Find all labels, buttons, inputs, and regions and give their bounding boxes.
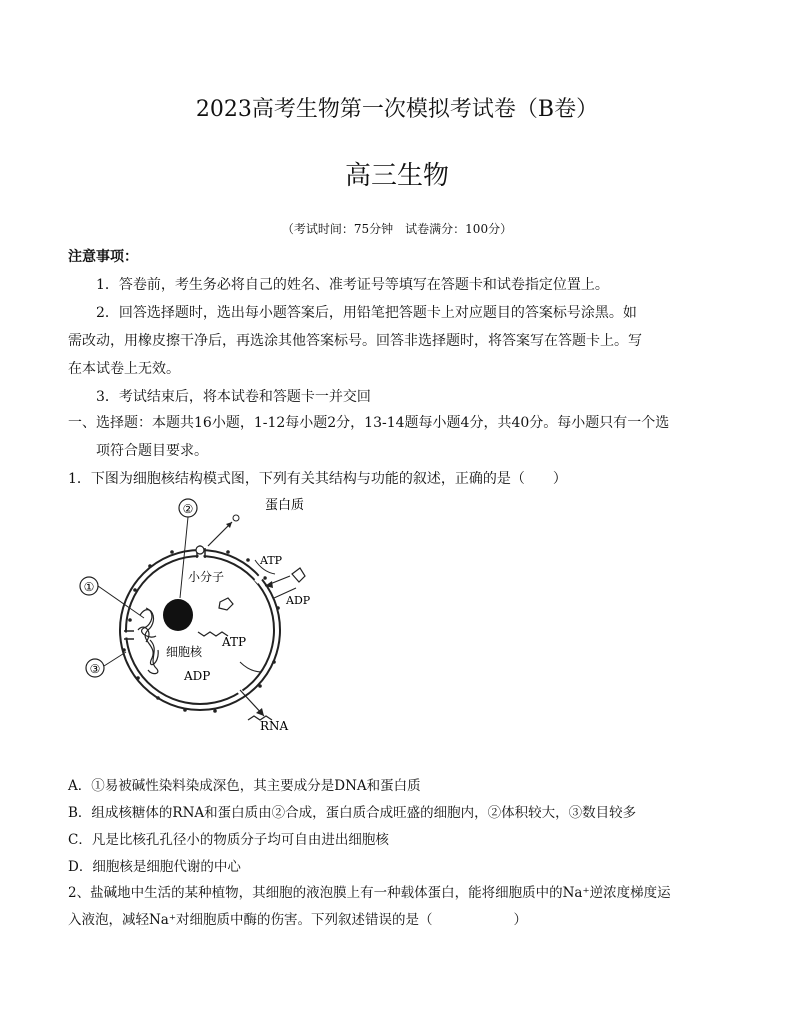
question-1-option-d: D．细胞核是细胞代谢的中心 [68, 859, 241, 875]
label-2: ② [182, 502, 194, 516]
label-protein: 蛋白质 [265, 498, 305, 513]
label-3: ③ [89, 662, 101, 676]
exam-title: 2023高考生物第一次模拟考试卷（B卷） [195, 97, 599, 122]
label-atp-bottom: ATP [222, 635, 247, 649]
question-1-option-a: A．①易被碱性染料染成深色，其主要成分是DNA和蛋白质 [68, 778, 421, 794]
notice-item-3: 3．考试结束后，将本试卷和答题卡一并交回 [96, 389, 371, 405]
label-rna: RNA [260, 719, 289, 733]
notice-item-2-line-1: 2．回答选择题时，选出每小题答案后，用铅笔把答题卡上对应题目的答案标号涂黑。如 [96, 305, 637, 321]
label-atp-top: ATP [260, 554, 283, 567]
question-2-stem-line-1: 2、盐碱地中生活的某种植物，其细胞的液泡膜上有一种载体蛋白，能将细胞质中的Na⁺逆浓度梯度运 [68, 885, 671, 901]
section-heading-line-1: 一、选择题：本题共16小题，1-12每小题2分，13-14题每小题4分，共40分。每小题只有一个选 [68, 415, 670, 431]
label-3-leader [104, 652, 126, 666]
label-small-molecule: 小分子 [188, 570, 225, 584]
question-1-stem: 1．下图为细胞核结构模式图，下列有关其结构与功能的叙述，正确的是（ ） [68, 471, 567, 487]
exam-info: （考试时间：75分钟 试卷满分：100分） [281, 222, 513, 236]
chromatin [138, 608, 158, 674]
nucleolus [163, 599, 193, 631]
question-1-option-c: C．凡是比核孔孔径小的物质分子均可自由进出细胞核 [68, 832, 389, 848]
nucleus-structure-figure [60, 490, 340, 740]
atp-bottom-arrow [240, 662, 262, 672]
small-molecule-circle [196, 546, 204, 554]
subject-title: 高三生物 [344, 161, 449, 191]
notice-item-2-line-2: 需改动，用橡皮擦干净后，再选涂其他答案标号。回答非选择题时，将答案写在答题卡上。写 [68, 333, 642, 349]
label-adp-top: ADP [286, 594, 311, 607]
notice-item-1: 1．答卷前，考生务必将自己的姓名、准考证号等填写在答题卡和试卷指定位置上。 [96, 277, 609, 293]
notice-heading: 注意事项： [68, 249, 138, 265]
label-adp-bottom: ADP [184, 669, 211, 683]
small-molecule-shape [219, 598, 233, 610]
question-2-stem-line-2: 入液泡，减轻Na⁺对细胞质中酶的伤害。下列叙述错误的是（ ） [68, 912, 527, 928]
label-1: ① [83, 580, 95, 594]
protein-shape [292, 568, 305, 582]
section-heading-line-2: 项符合题目要求。 [96, 443, 208, 459]
label-nucleus: 细胞核 [166, 645, 203, 659]
notice-item-2-line-3: 在本试卷上无效。 [68, 361, 180, 377]
question-1-option-b: B．组成核糖体的RNA和蛋白质由②合成，蛋白质合成旺盛的细胞内，②体积较大，③数目较多 [68, 805, 637, 821]
